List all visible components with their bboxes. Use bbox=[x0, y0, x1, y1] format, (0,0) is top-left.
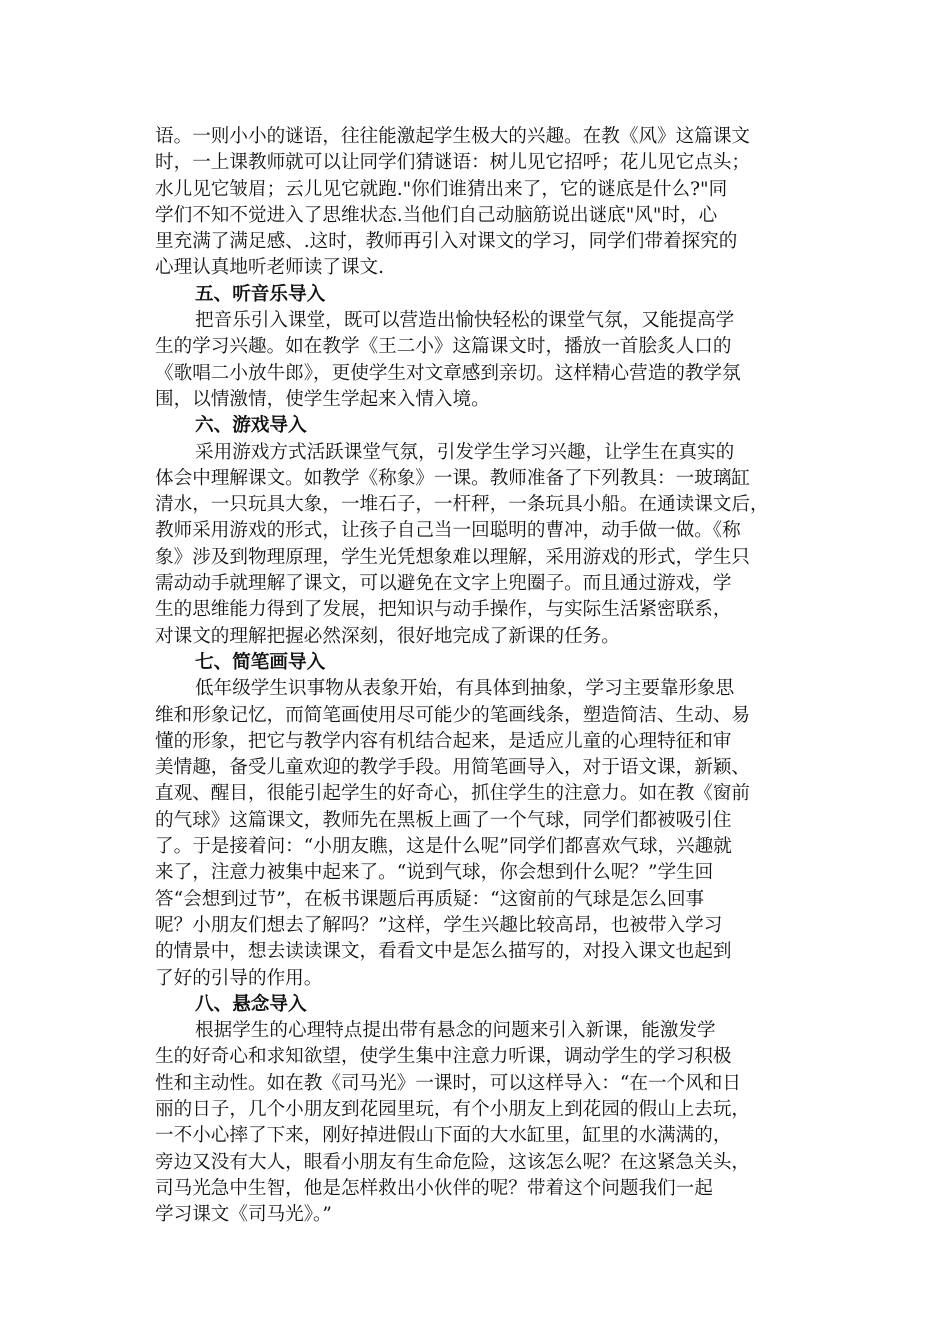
paragraph-line: 围，以情激情，使学生学起来入情入境。 bbox=[155, 388, 490, 410]
paragraph-line: 直观、醒目，很能引起学生的好奇心，抓住学生的注意力。如在教《窗前 bbox=[155, 783, 751, 805]
paragraph-line: 生的好奇心和求知欲望，使学生集中注意力听课，调动学生的学习积极 bbox=[155, 1046, 732, 1068]
paragraph-line: 司马光急中生智，他是怎样救出小伙伴的呢？带着这个问题我们一起 bbox=[155, 1177, 713, 1199]
paragraph-line: 的气球》这篇课文，教师先在黑板上画了一个气球，同学们都被吸引住 bbox=[155, 809, 732, 831]
paragraph-line: 需动动手就理解了课文，可以避免在文字上兜圈子。而且通过游戏，学 bbox=[155, 573, 732, 595]
paragraph-line: 来了，注意力被集中起来了。“说到气球，你会想到什么呢？”学生回 bbox=[155, 862, 714, 884]
paragraph-line: 美情趣，备受儿童欢迎的教学手段。用简笔画导入，对于语文课，新颖、 bbox=[155, 757, 751, 779]
section-heading: 七、简笔画导入 bbox=[195, 651, 326, 673]
paragraph-line: 低年级学生识事物从表象开始，有具体到抽象，学习主要靠形象思 bbox=[195, 678, 735, 700]
paragraph-line: 了好的引导的作用。 bbox=[155, 967, 323, 989]
paragraph-line: 时，一上课教师就可以让同学们猜谜语：树儿见它招呼；花儿见它点头； bbox=[155, 152, 751, 174]
paragraph-line: 学们不知不觉进入了思维状态.当他们自己动脑筋说出谜底"风"时，心 bbox=[155, 204, 718, 226]
paragraph-line: 生的思维能力得到了发展，把知识与动手操作，与实际生活紧密联系， bbox=[155, 599, 732, 621]
paragraph-line: 维和形象记忆，而简笔画使用尽可能少的笔画线条，塑造简洁、生动、易 bbox=[155, 704, 751, 726]
paragraph-line: 旁边又没有大人，眼看小朋友有生命危险，这该怎么呢？在这紧急关头， bbox=[155, 1151, 751, 1173]
paragraph-line: 水儿见它皱眉；云儿见它就跑."你们谁猜出来了，它的谜底是什么?"同 bbox=[155, 178, 728, 200]
section-heading: 五、听音乐导入 bbox=[195, 283, 326, 305]
paragraph-line: 语。一则小小的谜语，往往能激起学生极大的兴趣。在教《风》这篇课文 bbox=[155, 126, 751, 147]
paragraph-line: 《歌唱二小放牛郎》，更使学生对文章感到亲切。这样精心营造的教学氛 bbox=[155, 362, 741, 384]
paragraph-line: 采用游戏方式活跃课堂气氛，引发学生学习兴趣，让学生在真实的 bbox=[195, 441, 735, 463]
paragraph-line: 象》涉及到物理原理，学生光凭想象难以理解，采用游戏的形式，学生只 bbox=[155, 546, 751, 568]
paragraph-line: 懂的形象，把它与教学内容有机结合起来，是适应儿童的心理特征和审 bbox=[155, 730, 732, 752]
paragraph-line: 对课文的理解把握必然深刻，很好地完成了新课的任务。 bbox=[155, 625, 620, 647]
paragraph-line: 丽的日子，几个小朋友到花园里玩，有个小朋友上到花园的假山上去玩， bbox=[155, 1098, 751, 1120]
paragraph-line: 呢？小朋友们想去了解吗？”这样，学生兴趣比较高昂，也被带入学习 bbox=[155, 914, 723, 936]
paragraph-line: 性和主动性。如在教《司马光》一课时，可以这样导入：“在一个风和日 bbox=[155, 1072, 741, 1094]
document-page bbox=[155, 124, 835, 1228]
paragraph-line: 生的学习兴趣。如在教学《王二小》这篇课文时，播放一首脍炙人口的 bbox=[155, 336, 732, 358]
paragraph-line: 根据学生的心理特点提出带有悬念的问题来引入新课，能激发学 bbox=[195, 1020, 716, 1042]
section-heading: 八、悬念导入 bbox=[195, 993, 307, 1015]
paragraph-line: 清水，一只玩具大象，一堆石子，一杆秤，一条玩具小船。在通读课文后， bbox=[155, 494, 769, 516]
paragraph-line: 体会中理解课文。如教学《称象》一课。教师准备了下列教具：一玻璃缸 bbox=[155, 467, 751, 489]
paragraph-line: 教师采用游戏的形式，让孩子自己当一回聪明的曹冲，动手做一做。《称 bbox=[155, 520, 741, 542]
paragraph-line: 了。于是接着问：“小朋友瞧，这是什么呢”同学们都喜欢气球，兴趣就 bbox=[155, 836, 732, 858]
paragraph-line: 心理认真地听老师读了课文. bbox=[155, 257, 385, 279]
paragraph-line: 里充满了满足感、.这时，教师再引入对课文的学习，同学们带着探究的 bbox=[155, 231, 738, 253]
paragraph-line: 学习课文《司马光》。” bbox=[155, 1204, 332, 1226]
paragraph-line: 一不小心摔了下来，刚好掉进假山下面的大水缸里，缸里的水满满的， bbox=[155, 1125, 732, 1147]
paragraph-line: 答“会想到过节”，在板书课题后再质疑：“这窗前的气球是怎么回事 bbox=[155, 888, 705, 910]
section-heading: 六、游戏导入 bbox=[195, 415, 307, 437]
paragraph-line: 的情景中，想去读读课文，看看文中是怎么描写的，对投入课文也起到 bbox=[155, 941, 732, 963]
paragraph-line: 把音乐引入课堂，既可以营造出愉快轻松的课堂气氛，又能提高学 bbox=[195, 310, 735, 332]
